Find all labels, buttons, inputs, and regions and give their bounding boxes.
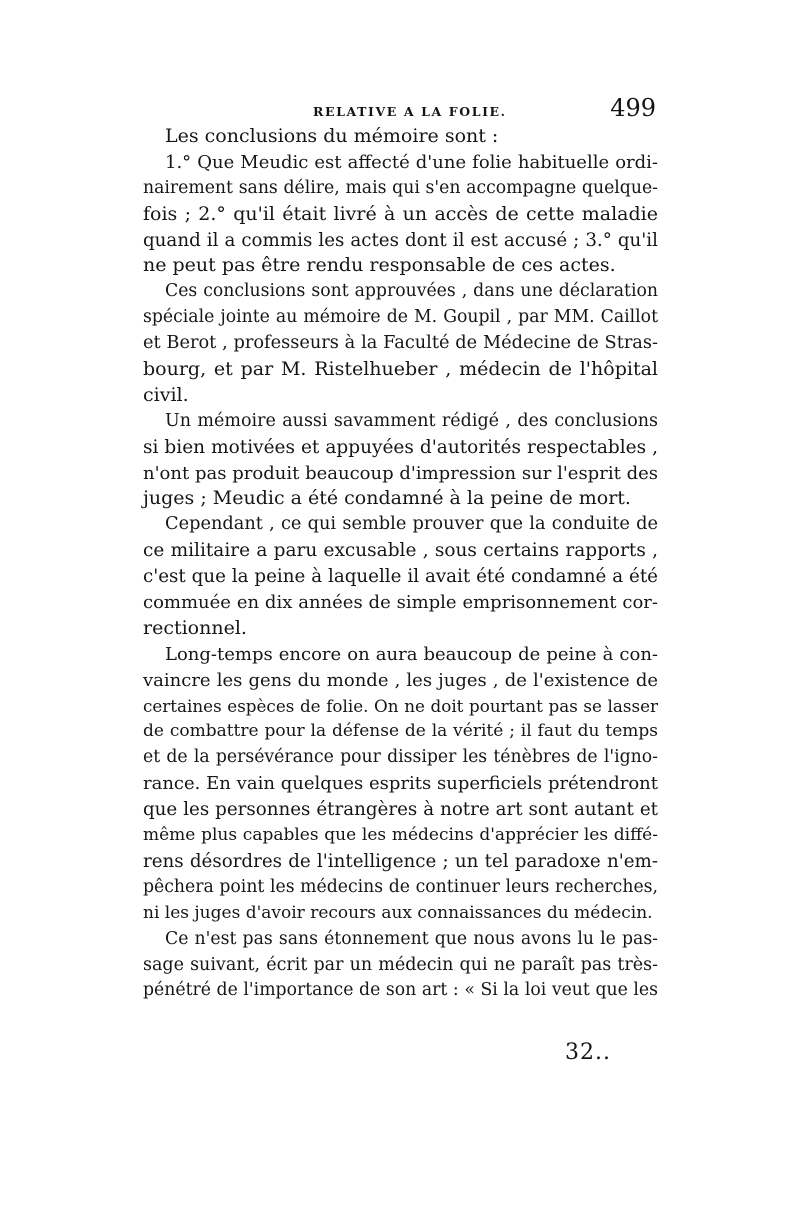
text-line: ne peut pas être rendu responsable de ces actes. [143,254,616,277]
text-line: quand il a commis les actes dont il est accusé ; 3.° qu'il [143,229,658,251]
signature-mark: 32.. [565,1040,611,1065]
text-line: juges ; Meudic a été condamné à la peine de mort. [143,487,631,510]
body-text [143,124,658,1004]
text-line: Ces conclusions sont approuvées , dans une déclaration [165,281,658,302]
text-line: spéciale jointe au mémoire de M. Goupil , par MM. Caillot [143,307,658,328]
text-line: Ce n'est pas sans étonnement que nous avons lu le pas- [165,928,658,949]
text-line: rectionnel. [143,616,247,639]
text-line: bourg, et par M. Ristelhueber , médecin de l'hôpital [143,358,658,381]
text-line: c'est que la peine à laquelle il avait été condamné a été [143,566,658,588]
text-line: fois ; 2.° qu'il était livré à un accès de cette maladie [143,202,658,225]
text-line: nairement sans délire, mais qui s'en accompagne quelque- [143,177,658,198]
text-line: et Berot , professeurs à la Faculté de Médecine de Stras- [143,333,658,354]
text-line: sage suivant, écrit par un médecin qui ne paraît pas très- [143,954,658,975]
text-line: ce militaire a paru excusable , sous certains rapports , [143,540,658,562]
text-line: Cependant , ce qui semble prouver que la conduite de [165,514,658,535]
text-line: pénétré de l'importance de son art : « Si la loi veut que les [143,980,658,1001]
text-line: de combattre pour la défense de la vérité ; il faut du temps [143,721,658,742]
text-line: pêchera point les médecins de continuer leurs recherches, [143,876,658,897]
text-line: rens désordres de l'intelligence ; un tel paradoxe n'em- [143,850,658,872]
text-line: rance. En vain quelques esprits superficiels prétendront [143,773,658,795]
text-line: Les conclusions du mémoire sont : [165,125,499,147]
page-number: 499 [610,94,656,122]
text-line: même plus capables que les médecins d'apprécier les diffé- [143,825,658,846]
text-line: certaines espèces de folie. On ne doit pourtant pas se lasser [143,695,658,716]
text-line: n'ont pas produit beaucoup d'impression sur l'esprit des [143,462,658,484]
text-line: 1.° Que Meudic est affecté d'une folie habituelle ordi- [165,151,658,173]
text-line: et de la persévérance pour dissiper les ténèbres de l'igno- [143,747,658,768]
text-line: Un mémoire aussi savamment rédigé , des conclusions [165,410,658,431]
text-line: Long-temps encore on aura beaucoup de peine à con- [165,643,658,665]
text-line: si bien motivées et appuyées d'autorités respectables , [143,436,658,458]
text-line: commuée en dix années de simple emprisonnement cor- [143,592,658,614]
running-head: RELATIVE A LA FOLIE. [313,104,507,119]
text-line: ni les juges d'avoir recours aux connaissances du médecin. [143,902,653,923]
text-line: que les personnes étrangères à notre art sont autant et [143,799,658,821]
text-line: vaincre les gens du monde , les juges , de l'existence de [143,669,658,691]
text-line: civil. [143,383,189,406]
